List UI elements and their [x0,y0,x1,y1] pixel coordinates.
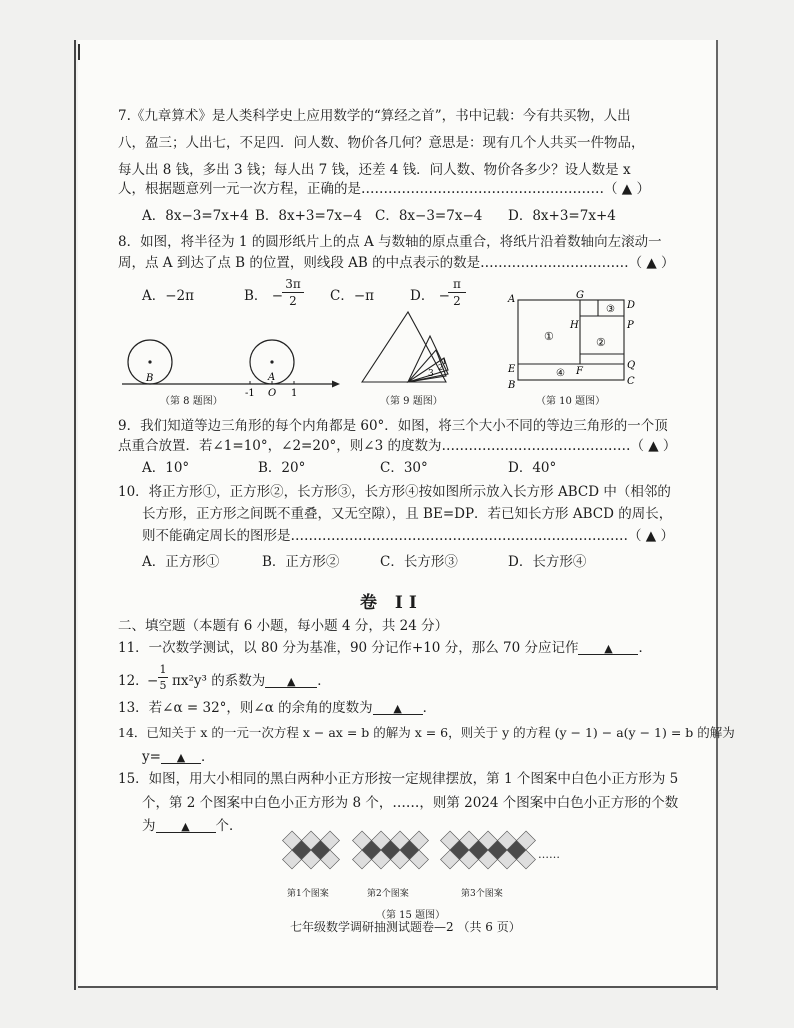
q8-option-b-num: 3π [285,277,301,291]
question-12-prefix: 12． [118,673,149,689]
q15-line-1: 15．如图，用大小相同的黑白两种小正方形按一定规律摆放，第 1 个图案中白色小正方形为 5 [118,771,679,787]
fig8-label-a: A [268,372,276,383]
q8-option-d-num: π [453,277,461,291]
q9-option-b: B．20° [258,460,306,476]
q10-line-3: 则不能确定周长的图形是…………………………………………………………………（ ▲ ） [142,528,674,544]
question-14-line-1: 14．已知关于 x 的一元一次方程 x − ax = b 的解为 x = 6，则关于 y 的方程 (y − 1) − a(y − 1) = b 的解为 [118,725,735,740]
q14-blank: ▲ [161,752,201,764]
q7-line-3: 每人出 8 钱，多出 3 钱；每人出 7 钱，还差 4 钱．问人数、物价各多少？设人数是 x [118,162,631,178]
q8-option-d-sign: − [438,288,450,304]
fig15-label-1: 第1个图案 [287,889,329,899]
page-edge-bottom [78,986,718,988]
question-13 [118,702,436,716]
q8-option-b-sign: − [271,288,284,304]
q8-option-d-den: 2 [448,292,466,307]
q9-option-d: D．40° [508,460,557,476]
fig10-label-square-2: ② [596,336,606,349]
fig8-center-left [148,360,151,363]
q15-unit: 个． [215,818,243,834]
q7-line-4: 人，根据题意列一元一次方程，正确的是………………………………………………（ ▲ ） [118,181,650,197]
fig10-label-square-1: ① [544,330,554,343]
page-edge-right [716,40,718,990]
q12-fraction [158,664,168,691]
fig15-caption: （第 15 题图） [376,910,446,921]
question-14-line-2 [142,751,214,765]
figure-10-rectangles [500,290,650,390]
fig8-label-b: B [146,373,154,384]
q8-option-b-letter: B． [244,288,268,304]
fig8-caption: （第 8 题图） [160,396,223,407]
q8-option-d-fraction [448,278,466,307]
q15-blank: ▲ [156,821,216,833]
page-edge-left [74,40,76,990]
fig10-label-c: C [627,376,635,387]
q7-option-c: C．8x−3=7x−4 [375,208,483,224]
q14-end: ． [200,749,215,765]
q9-option-a: A．10° [142,460,190,476]
q12-blank: ▲ [265,676,317,688]
fig15-label-2: 第2个图案 [367,889,409,899]
fig8-label-neg1: -1 [245,388,255,399]
fig9-caption: （第 9 题图） [380,396,443,407]
fig8-label-o: O [268,388,277,399]
figure-8-number-line [120,332,345,402]
fig10-label-rect-4: ④ [556,368,565,379]
q10-line-2: 长方形，正方形之间既不重叠，又无空隙），且 BE=DP．若已知长方形 ABCD 的周长， [142,506,673,522]
q13-end: ． [422,700,437,716]
q14-y-label: y= [142,749,161,765]
fig15-label-3: 第3个图案 [461,889,503,899]
q13-blank: ▲ [373,703,423,715]
q8-option-b-fraction [282,278,304,307]
q10-option-a: A．正方形① [142,554,220,570]
q11-blank: ▲ [578,643,638,655]
fig9-angle-3: 3 [428,369,434,379]
page-footer: 七年级数学调研抽测试题卷—2 （共 6 页） [290,920,521,934]
q8-line-1: 8．如图，将半径为 1 的圆形纸片上的点 A 与数轴的原点重合，将纸片沿着数轴向左滚动一 [118,234,662,250]
fig8-axis-arrow [332,381,340,388]
q9-option-c: C．30° [380,460,428,476]
fig10-label-e: E [508,364,516,375]
fig10-label-rect-3: ③ [606,304,615,315]
q8-option-b [244,290,283,304]
q8-option-d-letter: D． [410,288,435,304]
q9-line-1: 9．我们知道等边三角形的每个内角都是 60°．如图，将三个大小不同的等边三角形的一个顶 [118,418,668,434]
fig8-center-right [270,360,273,363]
fig10-label-h: H [570,320,579,331]
q8-option-a: A．−2π [142,288,195,304]
fig10-label-q: Q [627,360,636,371]
fig10-label-f: F [576,366,583,377]
q9-line-2: 点重合放置．若∠1=10°，∠2=20°，则∠3 的度数为……………………………………（ ▲ ） [118,438,677,454]
figure-15-patterns [280,826,570,888]
question-11 [118,642,652,656]
q15-line-3 [142,820,243,834]
q11-end: ． [638,640,652,656]
q7-option-d: D．8x+3=7x+4 [508,208,616,224]
fig10-label-g: G [576,290,584,301]
q11-text: 11．一次数学测试，以 80 分为基准，90 分记作+10 分，那么 70 分应记作 [118,640,579,656]
q15-line-3-start: 为 [142,818,156,834]
fig9-angle-2: 2 [438,363,444,372]
q13-text: 13．若∠α = 32°，则∠α 的余角的度数为 [118,700,373,716]
q12-text: πx²y³ 的系数为 [172,673,266,689]
q10-line-1: 10．将正方形①，正方形②，长方形③，长方形④按如图所示放入长方形 ABCD 中（相邻的 [118,484,671,500]
q15-line-2: 个，第 2 个图案中白色小正方形为 8 个，……，则第 2024 个图案中白色小正方形的个数 [142,795,679,811]
q10-option-d: D．长方形④ [508,554,587,570]
q12-fraction-den: 5 [159,679,167,692]
q7-option-a: A．8x−3=7x+4 [142,208,249,224]
q12-end: ． [317,673,331,689]
figure-9-triangles [360,310,455,388]
fig9-angle-1: 1 [442,358,447,366]
q12-fraction-num: 1 [159,663,167,676]
q7-line-2: 八，盈三；人出七，不足四．问人数、物价各几何？意思是：现有几个人共买一件物品， [118,135,645,151]
fig10-label-a: A [508,294,516,305]
fig10-label-p: P [627,320,634,331]
section-2-title: 卷 II [360,593,423,613]
scan-mark [78,44,80,60]
q7-line-1: 7.《九章算术》是人类科学史上应用数学的“算经之首”，书中记载：今有共买物，人出 [118,108,631,124]
fig10-caption: （第 10 题图） [536,396,606,407]
q7-option-b: B．8x+3=7x−4 [255,208,362,224]
fig15-ellipsis: …… [538,848,560,861]
section-2-heading: 二、填空题（本题有 6 小题，每小题 4 分，共 24 分） [118,618,449,634]
fig10-label-b: B [508,380,516,390]
question-12 [172,675,331,689]
fig10-label-d: D [627,300,636,311]
q8-option-c: C．−π [330,288,375,304]
q8-line-2: 周，点 A 到达了点 B 的位置，则线段 AB 的中点表示的数是……………………………（ ▲ ） [118,255,675,271]
q8-option-d [410,290,450,304]
q8-option-b-den: 2 [282,292,304,307]
q10-option-b: B．正方形② [262,554,340,570]
q10-option-c: C．长方形③ [380,554,458,570]
fig8-label-1: 1 [291,388,298,399]
question-12-sign: − [147,673,159,689]
